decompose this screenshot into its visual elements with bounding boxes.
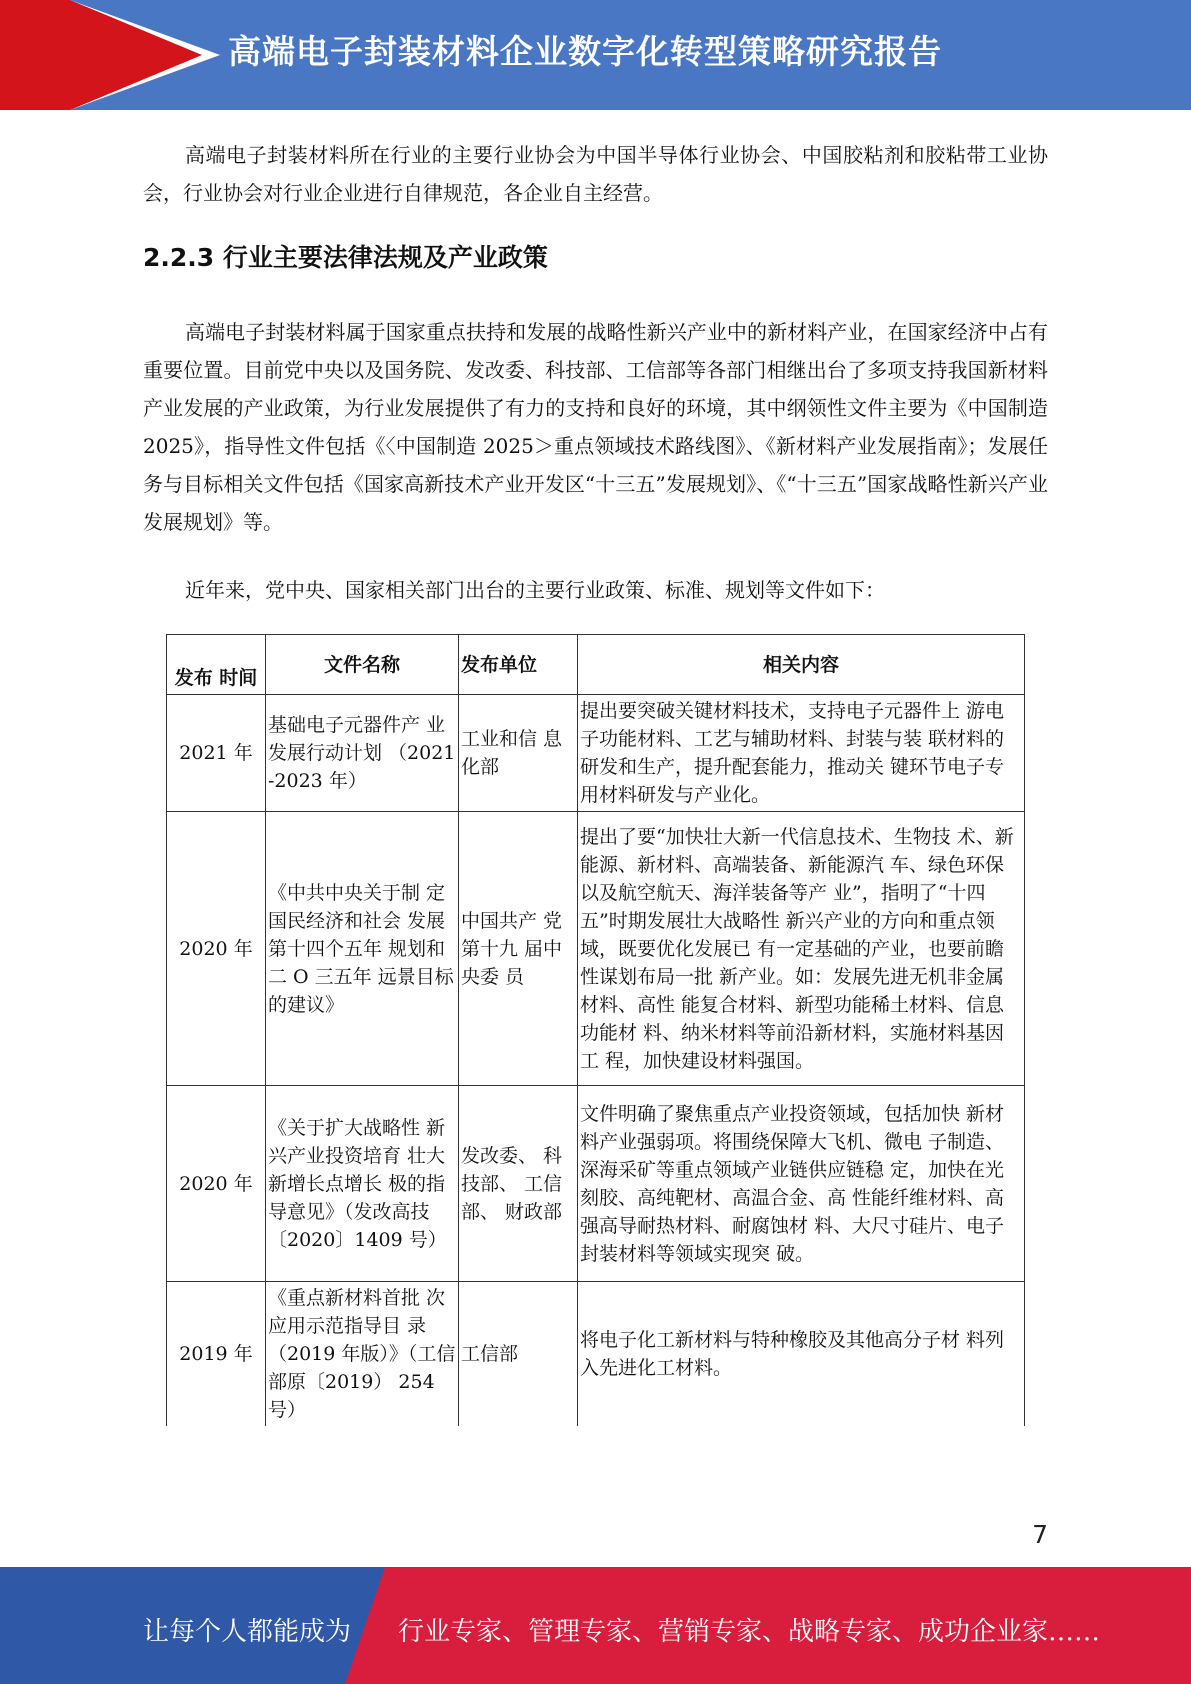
table-intro-paragraph: 近年来，党中央、国家相关部门出台的主要行业政策、标准、规划等文件如下： <box>185 578 885 602</box>
row-document-name: 《关于扩大战略性 新兴产业投资培育 壮大新增长点增长 极的指导意见》（发改高技〔2020〕1409 号） <box>266 1086 459 1282</box>
row-year: 2021 年 <box>167 695 266 812</box>
table-row <box>167 812 1025 1086</box>
header-red-accent <box>0 0 70 110</box>
row-content: 文件明确了聚焦重点产业投资领域，包括加快 新材料产业强弱项。将围绕保障大飞机、微电 子制造、深海采矿等重点领域产业链供应链稳 定，加快在光刻胶、高纯靶材、高温合金、高 性能纤维材料、高强高导耐热材料、耐腐蚀材 料、大尺寸硅片、电子封装材料等领域实现突 破。 <box>578 1086 1025 1282</box>
header-release-time: 发布 时间 <box>167 635 266 695</box>
footer-slogan-left: 让每个人都能成为 <box>143 1617 352 1647</box>
footer-slogan-right: 行业专家、管理专家、营销专家、战略专家、成功企业家…… <box>398 1617 1101 1647</box>
row-issuer: 工信部 <box>459 1282 578 1427</box>
row-year: 2020 年 <box>167 1086 266 1282</box>
row-year: 2020 年 <box>167 812 266 1086</box>
section-heading: 2.2.3 行业主要法律法规及产业政策 <box>143 243 548 272</box>
row-content: 将电子化工新材料与特种橡胶及其他高分子材 料列入先进化工材料。 <box>578 1282 1025 1427</box>
row-document-name: 《重点新材料首批 次应用示范指导目 录（2019 年版）》（工信部原〔2019） 254 号） <box>266 1282 459 1427</box>
page-footer <box>0 1567 1191 1684</box>
header-arrow-red <box>70 0 202 110</box>
table-row <box>167 695 1025 812</box>
policy-table <box>166 634 1025 1426</box>
policy-paragraph: 高端电子封装材料属于国家重点扶持和发展的战略性新兴产业中的新材料产业，在国家经济中占有重要位置。目前党中央以及国务院、发改委、科技部、工信部等各部门相继出台了多项支持我国新材料产业发展的产业政策，为行业发展提供了有力的支持和良好的环境，其中纲领性文件主要为《中国制造 2025》，指导性文件包括《〈中国制造 2025＞重点领域技术路线图》、《新材料产业发展指南》；发展任务与目标相关文件包括《国家高新技术产业开发区“十三五”发展规划》、《“十三五”国家战略性新兴产业发展规划》等。 <box>143 320 1048 534</box>
row-content: 提出要突破关键材料技术，支持电子元器件上 游电子功能材料、工艺与辅助材料、封装与装 联材料的研发和生产，提升配套能力，推动关 键环节电子专用材料研发与产业化。 <box>578 695 1025 812</box>
header-issuer: 发布单位 <box>459 635 578 695</box>
table-row <box>167 1086 1025 1282</box>
row-document-name: 《中共中央关于制 定国民经济和社会 发展第十四个五年 规划和二 O 三五年 远景目标的建议》 <box>266 812 459 1086</box>
table-header-row <box>167 635 1025 695</box>
report-title: 高端电子封装材料企业数字化转型策略研究报告 <box>228 32 942 71</box>
page-number: 7 <box>1032 1520 1048 1549</box>
header-content: 相关内容 <box>578 635 1025 695</box>
row-content: 提出了要“加快壮大新一代信息技术、生物技 术、新能源、新材料、高端装备、新能源汽 车、绿色环保以及航空航天、海洋装备等产 业”，指明了“十四五”时期发展壮大战略性 新兴产业的方向和重点领域，既要优化发展已 有一定基础的产业，也要前瞻性谋划布局一批 新产业。如：发展先进无机非金属材料、高性 能复合材料、新型功能稀土材料、信息功能材 料、纳米材料等前沿新材料，实施材料基因工 程，加快建设材料强国。 <box>578 812 1025 1086</box>
row-document-name: 基础电子元器件产 业发展行动计划 （2021-2023 年） <box>266 695 459 812</box>
page-header <box>0 0 1191 110</box>
header-document-name: 文件名称 <box>266 635 459 695</box>
intro-paragraph: 高端电子封装材料所在行业的主要行业协会为中国半导体行业协会、中国胶粘剂和胶粘带工业协会，行业协会对行业企业进行自律规范，各企业自主经营。 <box>143 143 1048 205</box>
row-issuer: 工业和信 息化部 <box>459 695 578 812</box>
table-row <box>167 1282 1025 1427</box>
row-year: 2019 年 <box>167 1282 266 1427</box>
row-issuer: 中国共产 党第十九 届中央委 员 <box>459 812 578 1086</box>
row-issuer: 发改委、 科技部、 工信部、 财政部 <box>459 1086 578 1282</box>
